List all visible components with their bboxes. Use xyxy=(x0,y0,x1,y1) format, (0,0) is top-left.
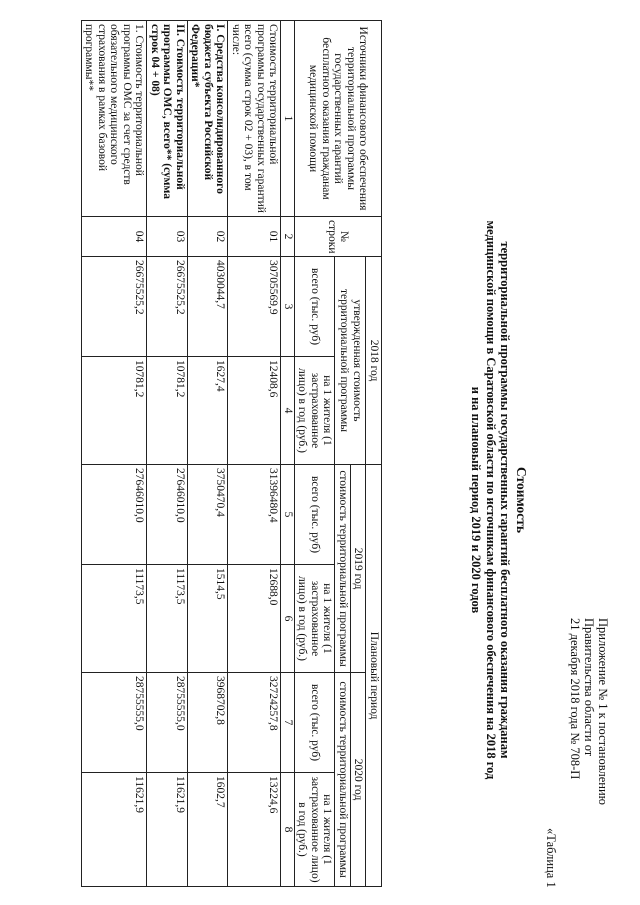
cost-table xyxy=(81,20,382,887)
header-per-capita-2018: на 1 жителя (1 застрахованное лицо) в год (руб.) xyxy=(295,357,336,465)
column-number: 6 xyxy=(281,565,295,673)
column-number: 5 xyxy=(281,465,295,565)
title-line-2: территориальной программы государственных гарантий бесплатного оказания гражданам xyxy=(498,241,513,759)
row-number: 04 xyxy=(82,217,148,257)
title-line-4: и на плановый период 2019 и 2020 годов xyxy=(469,386,484,614)
table-label: «Таблица 1 xyxy=(544,828,558,888)
column-number: 3 xyxy=(281,257,295,357)
value-total-2019: 3750470,4 xyxy=(188,465,229,565)
value-total-2018: 4030044,7 xyxy=(188,257,229,357)
value-per-capita-2018: 1627,4 xyxy=(188,357,229,465)
approval-note xyxy=(568,618,610,888)
column-number: 8 xyxy=(281,773,295,887)
value-per-capita-2019: 12688,0 xyxy=(228,565,281,673)
column-number: 1 xyxy=(281,21,295,217)
header-total-2018: всего (тыс. руб) xyxy=(295,257,336,357)
approval-line-3: 21 декабря 2018 года № 708-П xyxy=(568,618,582,780)
value-per-capita-2020: 11621,9 xyxy=(82,773,148,887)
header-year-2019: 2019 год xyxy=(351,465,367,673)
row-number: 02 xyxy=(188,217,229,257)
header-year-2020: 2020 год xyxy=(351,673,367,887)
value-per-capita-2019: 1514,5 xyxy=(188,565,229,673)
value-total-2019: 31396480,4 xyxy=(228,465,281,565)
value-per-capita-2018: 12408,6 xyxy=(228,357,281,465)
header-program-cost-2020: стоимость территориальной программы xyxy=(335,673,351,887)
value-total-2020: 28755555,0 xyxy=(82,673,148,773)
value-per-capita-2018: 10781,2 xyxy=(147,357,188,465)
column-number: 4 xyxy=(281,357,295,465)
value-per-capita-2019: 11173,5 xyxy=(147,565,188,673)
value-total-2020: 28755555,0 xyxy=(147,673,188,773)
row-label: II. Стоимость территориальной программы ОМС, всего** (сумма строк 04 + 08) xyxy=(147,21,188,217)
value-total-2018: 26675525,2 xyxy=(147,257,188,357)
header-planned-period: Плановый период xyxy=(366,465,382,887)
table-row xyxy=(228,21,281,887)
title-line-3: медицинской помощи в Саратовской области по источникам финансового обеспечения на 2018 год xyxy=(484,220,498,780)
column-number: 7 xyxy=(281,673,295,773)
column-number: 2 xyxy=(281,217,295,257)
row-number: 03 xyxy=(147,217,188,257)
value-per-capita-2020: 11621,9 xyxy=(147,773,188,887)
approval-line-2: Правительства области от xyxy=(582,618,596,757)
value-per-capita-2018: 10781,2 xyxy=(82,357,148,465)
row-number: 01 xyxy=(228,217,281,257)
value-total-2020: 32724257,8 xyxy=(228,673,281,773)
header-per-capita-2020: на 1 жителя (1 застрахованное лицо) в год (руб.) xyxy=(295,773,336,887)
column-number-row xyxy=(281,21,295,887)
value-total-2019: 27646010,0 xyxy=(147,465,188,565)
title-line-1: Стоимость xyxy=(514,466,529,534)
table-row xyxy=(82,21,148,887)
document-title xyxy=(469,170,528,830)
header-program-cost-2019: стоимость территориальной программы xyxy=(335,465,351,673)
value-total-2019: 27646010,0 xyxy=(82,465,148,565)
header-approved-cost: утвержденная стоимость территориальной программы xyxy=(335,257,366,465)
value-total-2018: 30705569,9 xyxy=(228,257,281,357)
table-row xyxy=(188,21,229,887)
row-label: I. Средства консолидированного бюджета субъекта Российской Федерации* xyxy=(188,21,229,217)
approval-line-1: Приложение № 1 к постановлению xyxy=(596,618,610,805)
row-label: 1. Стоимость территориальной программы ОМС за счет средств обязательного медицинского страхования в рамках базовой программы** xyxy=(82,21,148,217)
header-row-number: № строки xyxy=(295,217,382,257)
row-label: Стоимость территориальной программы государственных гарантий всего (сумма строк 02 + 03), в том числе: xyxy=(228,21,281,217)
value-per-capita-2020: 13224,6 xyxy=(228,773,281,887)
value-per-capita-2020: 1602,7 xyxy=(188,773,229,887)
header-total-2020: всего (тыс. руб) xyxy=(295,673,336,773)
header-year-2018: 2018 год xyxy=(366,257,382,465)
header-sources: Источники финансового обеспечения территориальной программы государственных гарантий бесплатного оказания гражданам медицинской помощи xyxy=(295,21,382,217)
header-per-capita-2019: на 1 жителя (1 застрахованное лицо) в год (руб.) xyxy=(295,565,336,673)
value-per-capita-2019: 11173,5 xyxy=(82,565,148,673)
value-total-2018: 26675525,2 xyxy=(82,257,148,357)
table-row xyxy=(147,21,188,887)
header-total-2019: всего (тыс. руб) xyxy=(295,465,336,565)
value-total-2020: 3968702,8 xyxy=(188,673,229,773)
